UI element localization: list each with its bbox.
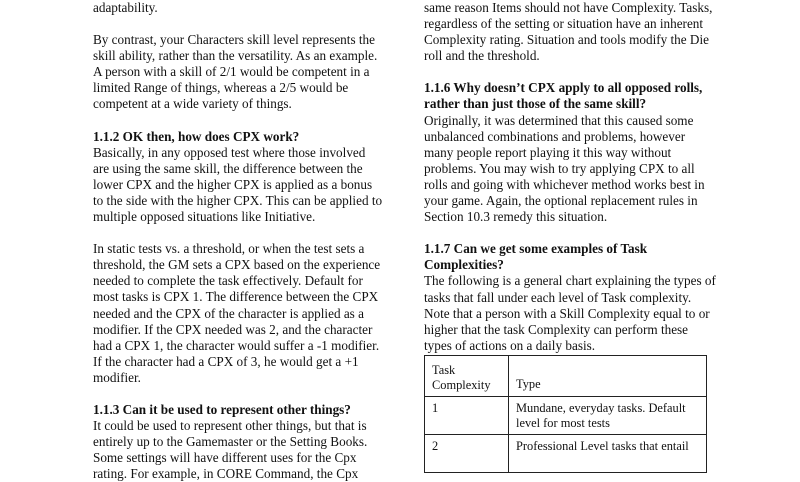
header-task-complexity: Task Complexity <box>425 356 509 397</box>
cell-level: 2 <box>425 435 509 473</box>
right-column <box>424 0 716 354</box>
paragraph-contrast: By contrast, your Characters skill level represents the skill ability, rather than the versatility. As an example. A person with a skill of 2/1 would be competent in a limited Range of things, whereas a 2/5 would be competent at a wide variety of things. <box>93 32 378 112</box>
paragraph-1-1-3: It could be used to represent other things, but that is entirely up to the Gamemaster or the Setting Books. Some settings will have different uses for the Cpx rating. For example, in CORE Command, the Cpx <box>93 418 368 482</box>
heading-1-1-7: 1.1.7 Can we get some examples of Task Complexities? <box>424 241 648 273</box>
paragraph-1-1-2-a: Basically, in any opposed test where those involved are using the same skill, the difference between the lower CPX and the higher CPX is applied as a bonus to the side with the higher CPX. This can be applied to multiple opposed situations like Initiative. <box>93 144 383 225</box>
cell-level: 1 <box>425 397 509 435</box>
task-complexity-table <box>424 355 707 473</box>
left-column <box>93 0 383 482</box>
paragraph-1-1-2-b: In static tests vs. a threshold, or when the test sets a threshold, the GM sets a CPX based on the experience needed to complete the task effectively. Default for most tasks is CPX 1. The difference between the CPX needed and the CPX of the character is applied as a modifier. If the CPX needed was 2, and the character had a CPX 1, the character would suffer a -1 modifier. If the character had a CPX of 3, he would get a +1 modifier. <box>93 241 381 385</box>
heading-1-1-6: 1.1.6 Why doesn’t CPX apply to all opposed rolls, rather than just those of the same skill? <box>424 80 703 112</box>
heading-1-1-3: 1.1.3 Can it be used to represent other things? <box>93 401 351 417</box>
cell-type: Mundane, everyday tasks. Default level for most tests <box>509 397 707 435</box>
heading-1-1-2: 1.1.2 OK then, how does CPX work? <box>93 128 300 144</box>
paragraph-top: same reason Items should not have Complexity. Tasks, regardless of the setting or situation have an inherent Complexity rating. Situation and tools modify the Die roll and the threshold. <box>424 0 713 64</box>
table-row <box>425 397 707 435</box>
table-row <box>425 435 707 473</box>
header-type: Type <box>509 356 707 397</box>
paragraph-1-1-7: The following is a general chart explaining the types of tasks that fall under each level of Task complexity. Note that a person with a Skill Complexity equal to or higher that the task Complexity can perform these types of actions on a daily basis. <box>424 273 716 353</box>
top-fragment: adaptability. <box>93 0 158 15</box>
paragraph-1-1-6: Originally, it was determined that this caused some unbalanced combinations and problems, however many people report playing it this way without problems. You may wish to try applying CPX to all rolls and going with whichever method works best in your game. Again, the optional replacement rules in Section 10.3 remedy this situation. <box>424 112 705 225</box>
cell-type: Professional Level tasks that entail <box>509 435 707 473</box>
table-header-row <box>425 356 707 397</box>
